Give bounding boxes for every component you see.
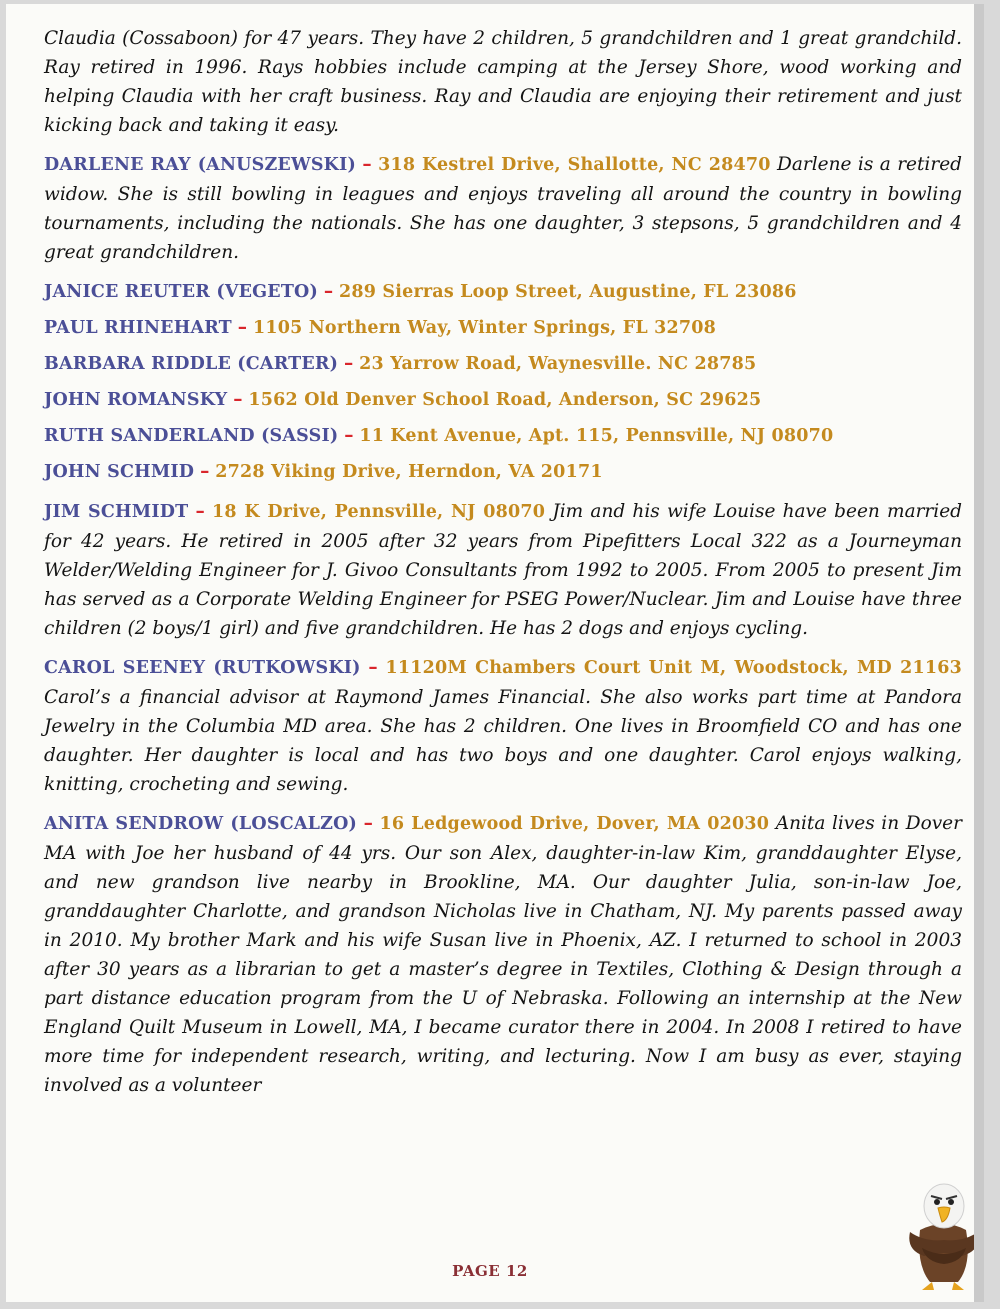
entry-name: PAUL RHINEHART: [44, 318, 232, 338]
entry-separator: –: [344, 425, 354, 446]
entry-separator: –: [362, 154, 372, 175]
entry-name: CAROL SEENEY (RUTKOWSKI): [44, 658, 361, 678]
directory-entry: [44, 421, 962, 451]
directory-content: [44, 24, 962, 1110]
entry-separator: –: [237, 317, 248, 338]
page-number: PAGE 12: [452, 1262, 528, 1280]
entry-address: 23 Yarrow Road, Waynesville. NC 28785: [359, 354, 757, 374]
entry-address: 2728 Viking Drive, Herndon, VA 20171: [215, 462, 603, 482]
entry-address: 11 Kent Avenue, Apt. 115, Pennsville, NJ 08070: [359, 426, 834, 446]
entry-bio: Carol’s a financial advisor at Raymond James Financial. She also works part time at Pandora Jewelry in the Columbia MD area. She has 2 children. One lives in Broomfield CO and has one daughter. Her daughter is local and has two boys and one daughter. Carol enjoys walking, knitting, crocheting and sewing.: [44, 687, 962, 795]
entry-name: JANICE REUTER (VEGETO): [44, 282, 318, 302]
directory-entry: [44, 277, 962, 307]
entry-bio: Anita lives in Dover MA with Joe her husband of 44 yrs. Our son Alex, daughter-in-law Kim, granddaughter Elyse, and new grandson live nearby in Brookline, MA. Our daughter Julia, son-in-law Joe, granddaughter Charlotte, and grandson Nicholas live in Chatham, NJ. My parents passed away in 2010. My brother Mark and his wife Susan live in Phoenix, AZ. I returned to school in 2003 after 30 years as a librarian to get a master’s degree in Textiles, Clothing & Design through a part distance education program from the U of Nebraska. Following an internship at the New England Quilt Museum in Lowell, MA, I became curator there in 2004. In 2008 I retired to have more time for independent research, writing, and lecturing. Now I am busy as ever, staying involved as a volunteer: [44, 813, 962, 1096]
entry-separator: –: [200, 461, 210, 482]
entry-name: DARLENE RAY (ANUSZEWSKI): [44, 155, 356, 175]
entry-address: 11120M Chambers Court Unit M, Woodstock, MD 21163: [385, 658, 962, 678]
entry-bio: Darlene is a retired widow. She is still bowling in leagues and enjoys traveling all around the country in bowling tournaments, including the nationals. She has one daughter, 3 stepsons, 5 grandchildren and 4 great grandchildren.: [44, 154, 962, 263]
directory-entry: [44, 809, 962, 1100]
entry-name: BARBARA RIDDLE (CARTER): [44, 354, 339, 374]
directory-entry: [44, 457, 962, 487]
entry-address: 16 Ledgewood Drive, Dover, MA 02030: [379, 814, 770, 834]
eagle-mascot-icon: [904, 1170, 984, 1296]
entry-address: 289 Sierras Loop Street, Augustine, FL 23086: [339, 282, 797, 302]
intro-paragraph: Claudia (Cossaboon) for 47 years. They have 2 children, 5 grandchildren and 1 great grandchild. Ray retired in 1996. Rays hobbies include camping at the Jersey Shore, wood working and helping Claudia with her craft business. Ray and Claudia are enjoying their retirement and just kicking back and taking it easy.: [44, 28, 962, 136]
entry-name: JOHN ROMANSKY: [44, 390, 228, 410]
directory-entry: [44, 313, 962, 343]
entry-address: 1105 Northern Way, Winter Springs, FL 32708: [252, 318, 717, 338]
entry-separator: –: [363, 813, 373, 834]
directory-entry: [44, 349, 962, 379]
entry-name: RUTH SANDERLAND (SASSI): [44, 426, 339, 446]
entry-separator: –: [233, 389, 243, 410]
directory-entry: [44, 385, 962, 415]
entry-bio: Jim and his wife Louise have been married for 42 years. He retired in 2005 after 32 years from Pipefitters Local 322 as a Journeyman Welder/Welding Engineer for J. Givoo Consultants from 1992 to 2005. From 2005 to present Jim has served as a Corporate Welding Engineer for PSEG Power/Nuclear. Jim and Louise have three children (2 boys/1 girl) and five grandchildren. He has 2 dogs and enjoys cycling.: [44, 501, 962, 639]
entry-name: ANITA SENDROW (LOSCALZO): [44, 814, 358, 834]
entry-name: JIM SCHMIDT: [44, 502, 189, 522]
directory-entry: [44, 497, 962, 643]
entry-name: JOHN SCHMID: [44, 462, 195, 482]
directory-entry: [44, 150, 962, 267]
entry-address: 1562 Old Denver School Road, Anderson, SC 29625: [248, 390, 762, 410]
document-page: [6, 4, 984, 1302]
entry-address: 18 K Drive, Pennsville, NJ 08070: [212, 502, 546, 522]
directory-entry: [44, 653, 962, 799]
entry-separator: –: [323, 281, 334, 302]
entry-address: 318 Kestrel Drive, Shallotte, NC 28470: [378, 155, 771, 175]
entry-separator: –: [344, 353, 354, 374]
entry-separator: –: [195, 501, 205, 522]
entry-separator: –: [368, 657, 378, 678]
